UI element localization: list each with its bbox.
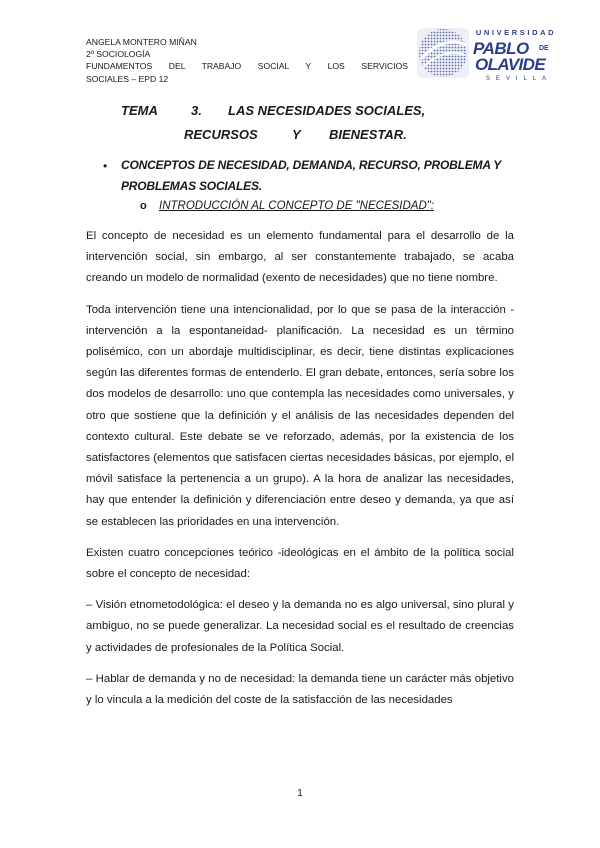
logo-pablo-text: PABLO: [473, 39, 529, 58]
document-header: [86, 36, 408, 85]
title-word-y: Y: [292, 127, 301, 142]
logo-olavide-text: OLAVIDE: [475, 55, 546, 74]
paragraph: Existen cuatro concepciones teórico -ideológicas en el ámbito de la política social sobre el concepto de necesidad:: [86, 546, 514, 581]
body-text: [86, 226, 514, 721]
section-heading: CONCEPTOS DE NECESIDAD, DEMANDA, RECURSO, PROBLEMA Y PROBLEMAS SOCIALES.: [121, 158, 501, 193]
subsection-heading: INTRODUCCIÓN AL CONCEPTO DE "NECESIDAD":: [159, 200, 435, 212]
logo-de-text: DE: [539, 45, 549, 52]
title-word-necesidades: LAS NECESIDADES SOCIALES,: [228, 103, 426, 118]
title-word-bienestar: BIENESTAR.: [329, 127, 407, 142]
sub-bullet-marker: o: [140, 200, 147, 212]
course-line: 2º SOCIOLOGÍA: [86, 49, 151, 60]
title-word-recursos: RECURSOS: [184, 127, 258, 142]
paragraph: – Visión etnometodológica: el deseo y la demanda no es algo universal, sino plural y ambiguo, no se puede generalizar. La necesidad social es el resultado de creencias y actividades de profesionales de la Política Social.: [86, 599, 514, 654]
bullet-marker: •: [103, 159, 108, 173]
title-word-number: 3.: [191, 103, 202, 118]
page-number: 1: [297, 788, 303, 799]
author-line: ANGELA MONTERO MIÑAN: [86, 37, 197, 47]
globe-icon: [417, 28, 469, 78]
paragraph: Toda intervención tiene una intencionalidad, por lo que se pasa de la interacción -intervención a la espontaneidad- planificación. La necesidad es un término polisémico, con un abordaje multidisciplinar, es decir, tiene distintas explicaciones según las diferentes formas de entenderlo. El gran debate, entonces, sería sobre los dos modelos de desarrollo: uno que contempla las necesidades como universales, y otro que sostiene que la definición y el análisis de las necesidades dependen del contexto cultural. Este debate se ve reforzado, además, por la existencia de los satisfactores (elementos que satisfacen ciertas necesidades básicas, por ejemplo, el móvil satisface la pertenencia a un grupo). A la hora de analizar las necesidades, hay que entender la definición y diferenciación entre deseo y demanda, ya que así se establecen las prioridades en una intervención.: [86, 303, 514, 528]
university-logo: [415, 25, 563, 81]
title-word-tema: TEMA: [121, 103, 158, 118]
logo-top-text: UNIVERSIDAD: [475, 28, 557, 37]
subject-line-2: SOCIALES – EPD 12: [86, 73, 169, 84]
subject-line: FUNDAMENTOS DEL TRABAJO SOCIAL Y LOS SERVICIOS: [86, 61, 408, 72]
paragraph: El concepto de necesidad es un elemento fundamental para el desarrollo de la intervención social, sin embargo, al ser constantemente trabajado, se acaba creando un modelo de normalidad (exento de necesidades) que no tiene nombre.: [86, 230, 514, 285]
paragraph: – Hablar de demanda y no de necesidad: la demanda tiene un carácter más objetivo y lo vincula a la medición del coste de la satisfacción de las necesidades: [86, 672, 514, 707]
logo-bottom-text: SEVILLA: [485, 76, 553, 81]
